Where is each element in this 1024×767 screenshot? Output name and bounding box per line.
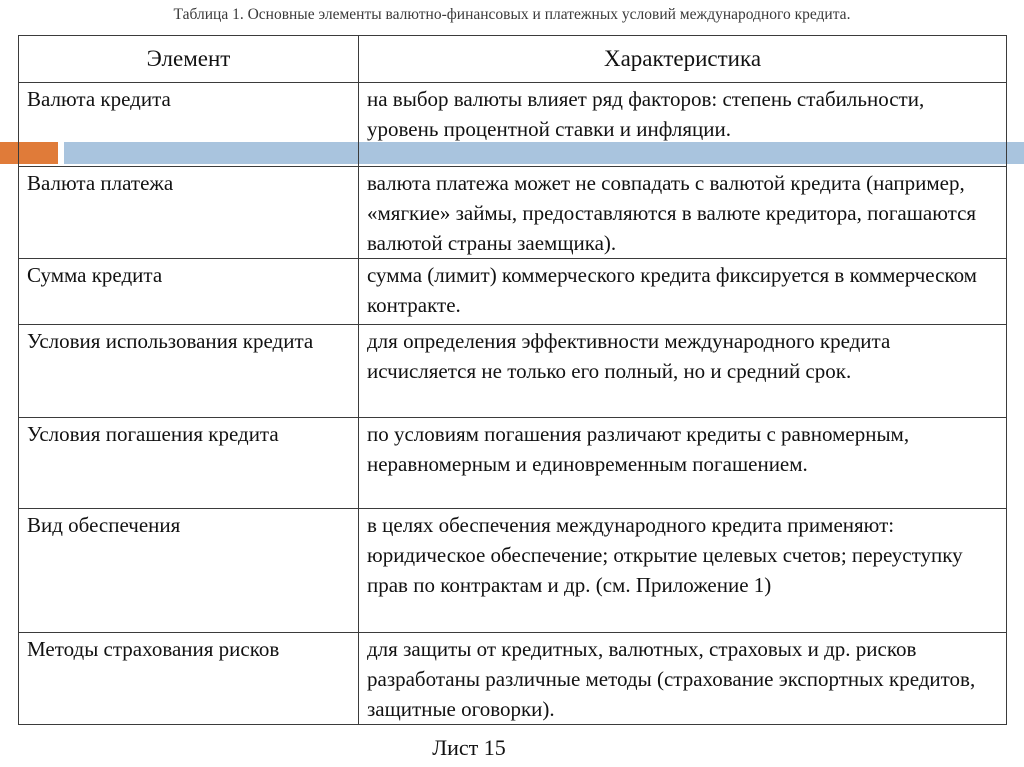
table-row [19, 418, 1007, 509]
table-row [19, 509, 1007, 633]
row-description-cell: для определения эффективности международного кредита исчисляется не только его полный, но и средний срок. [359, 325, 1007, 418]
column-header-characteristic: Характеристика [359, 36, 1007, 83]
row-element-cell: Вид обеспечения [19, 509, 359, 633]
row-description-cell: сумма (лимит) коммерческого кредита фиксируется в коммерческом контракте. [359, 259, 1007, 325]
row-description-cell: в целях обеспечения международного кредита применяют: юридическое обеспечение; открытие целевых счетов; переуступку прав по контрактам и др. (см. Приложение 1) [359, 509, 1007, 633]
table-row [19, 167, 1007, 259]
row-element-cell: Условия использования кредита [19, 325, 359, 418]
row-description-cell: валюта платежа может не совпадать с валютой кредита (например, «мягкие» займы, предоставляются в валюте кредитора, погашаются валютой страны заемщика). [359, 167, 1007, 259]
column-header-element: Элемент [19, 36, 359, 83]
row-description-cell: для защиты от кредитных, валютных, страховых и др. рисков разработаны различные методы (страхование экспортных кредитов, защитные оговорки). [359, 633, 1007, 725]
table-row [19, 325, 1007, 418]
table-row [19, 259, 1007, 325]
sheet-number: Лист 15 [432, 735, 506, 760]
row-description-cell: по условиям погашения различают кредиты с равномерным, неравномерным и единовременным погашением. [359, 418, 1007, 509]
row-element-cell: Условия погашения кредита [19, 418, 359, 509]
table-row [19, 633, 1007, 725]
row-element-cell: Валюта платежа [19, 167, 359, 259]
row-element-cell: Валюта кредита [19, 83, 359, 167]
table-caption: Таблица 1. Основные элементы валютно-финансовых и платежных условий международного кредита. [173, 6, 851, 23]
row-element-cell: Методы страхования рисков [19, 633, 359, 725]
row-element-cell: Сумма кредита [19, 259, 359, 325]
row-description-cell: на выбор валюты влияет ряд факторов: степень стабильности, уровень процентной ставки и инфляции. [359, 83, 1007, 167]
table-row [19, 83, 1007, 167]
table-header-row [19, 36, 1007, 83]
credit-conditions-table [18, 35, 1007, 725]
